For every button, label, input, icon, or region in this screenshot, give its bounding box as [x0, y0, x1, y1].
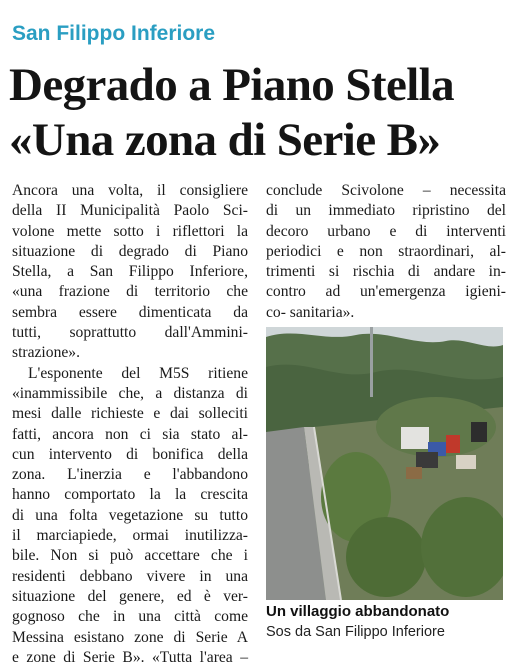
text-line: zona. L'inerzia e l'abbandono	[12, 466, 248, 484]
paragraph-3	[266, 181, 506, 323]
text-line: di un immediato ripristino del	[266, 202, 506, 220]
text-line: il marciapiede, ormai inutilizza-	[12, 527, 248, 545]
headline	[9, 58, 519, 168]
text-line: gognoso che in una città come	[12, 608, 248, 626]
text-line: «una frazione di territorio che	[12, 283, 248, 301]
section-kicker: San Filippo Inferiore	[12, 22, 216, 45]
text-line: Ancora una volta, il consigliere	[12, 182, 248, 199]
paragraph-2	[12, 364, 248, 668]
text-line: sembra essere dimenticata da	[12, 303, 248, 321]
headline-line-1: Degrado a Piano Stella	[9, 59, 455, 111]
text-line: residenti debbano vivere in una	[12, 567, 248, 585]
text-line: bile. Non si può accettare che i	[12, 547, 248, 565]
paragraph-1	[12, 181, 248, 364]
body-column-right	[266, 181, 506, 323]
photo-caption-title: Un villaggio abbandonato	[266, 603, 450, 620]
text-line: hanno comportato la la crescita	[12, 486, 248, 504]
text-line: L'esponente del M5S ritiene	[28, 364, 248, 382]
text-line: «inammissibile che, a distanza di	[12, 384, 248, 402]
text-line: di una folta vegetazione su tutto	[12, 506, 248, 524]
news-photo	[266, 327, 503, 600]
text-line: situazione del genere, ed è ver-	[12, 587, 248, 605]
text-line: conclude Scivolone – necessita	[266, 182, 506, 199]
text-line: strazione».	[12, 344, 80, 362]
headline-line-2: «Una zona di Serie B»	[9, 114, 441, 166]
text-line: contro ad un'emergenza igieni-	[266, 283, 506, 301]
text-line: mesi dalle richieste e dai solleciti	[12, 405, 248, 423]
text-line: decoro urbano e di interventi	[266, 222, 506, 240]
text-line: della II Municipalità Paolo Sci-	[12, 202, 248, 220]
text-line: situazione di degrado di Piano	[12, 242, 248, 260]
photo-caption-text: Sos da San Filippo Inferiore	[266, 624, 445, 640]
text-line: cun intervento di bonifica della	[12, 445, 248, 463]
text-line: co- sanitaria».	[266, 303, 355, 321]
text-line: trimenti si rischia di andare in-	[266, 263, 506, 281]
text-line: Stella, a San Filippo Inferiore,	[12, 263, 248, 281]
text-line: tutti, soprattutto dall'Ammini-	[12, 324, 248, 342]
text-line: Messina esistano zone di Serie A	[12, 628, 248, 646]
text-line: periodici e non straordinari, al-	[266, 242, 506, 260]
body-column-left	[12, 181, 248, 668]
text-line: fatti, ancora non ci sia stato al-	[12, 425, 248, 443]
text-line: e zone di Serie B». «Tutta l'area –	[12, 648, 248, 666]
text-line: volone mette sotto i riflettori la	[12, 222, 248, 240]
